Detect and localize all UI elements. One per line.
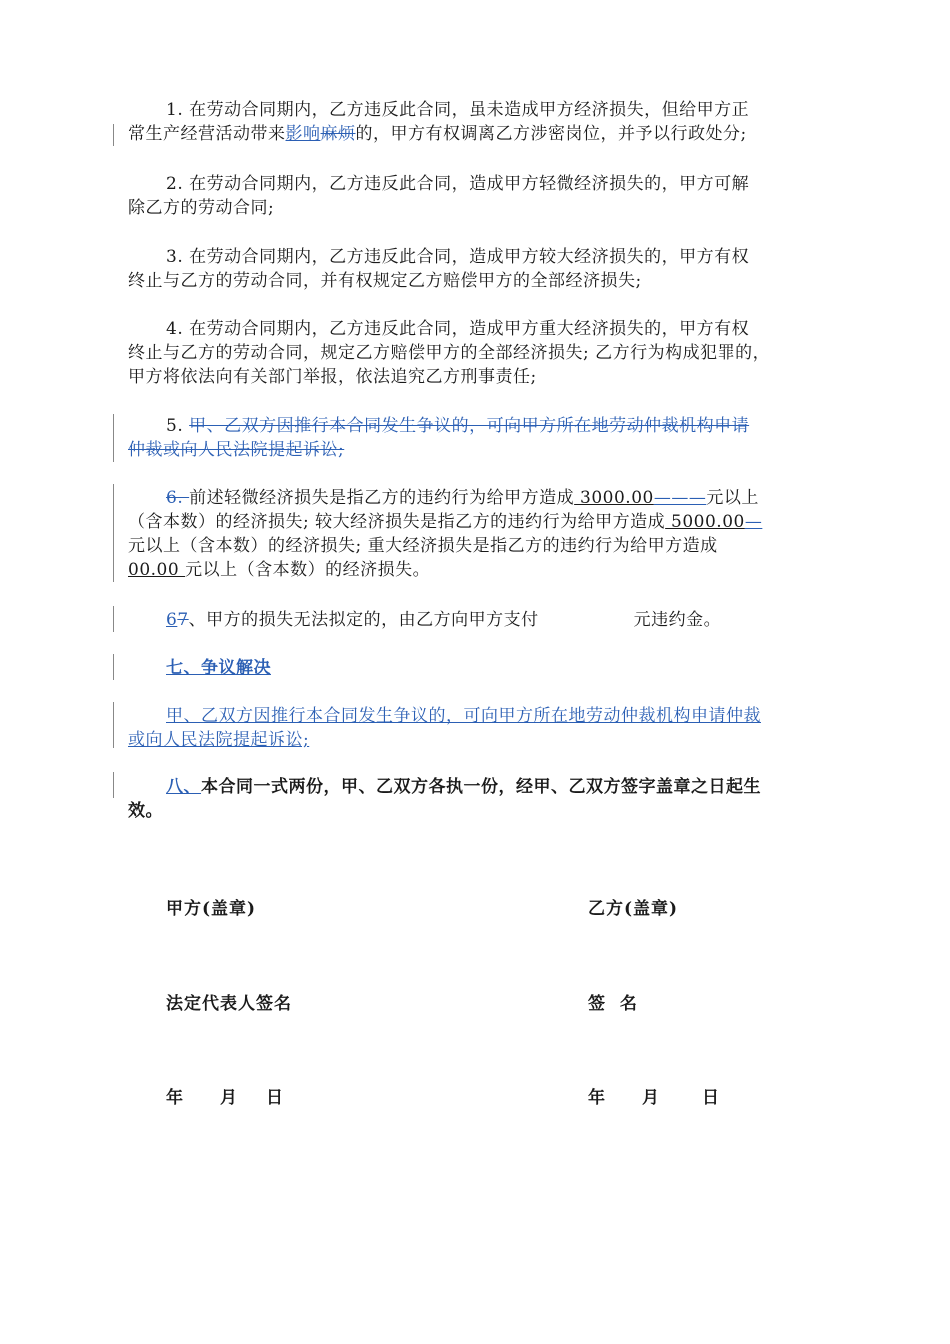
deleted-number: 7 (177, 610, 189, 630)
change-bar (113, 124, 114, 146)
section-7-line-2: 或向人民法院提起诉讼; (128, 730, 310, 750)
clause-2-line-1: 2. 在劳动合同期内，乙方违反此合同，造成甲方轻微经济损失的，甲方可解 (166, 174, 750, 194)
change-bar (113, 772, 114, 798)
inserted-number: 八、 (166, 777, 201, 797)
deleted-text: 仲裁或向人民法院提起诉讼; (128, 440, 345, 460)
deleted-text: 甲、乙双方因推行本合同发生争议的，可向甲方所在地劳动仲裁机构申请 (189, 416, 750, 436)
clause-3-line-1: 3. 在劳动合同期内，乙方违反此合同，造成甲方较大经济损失的，甲方有权 (166, 247, 750, 267)
inserted-underline: — (744, 512, 763, 532)
clause-3 (128, 245, 828, 293)
change-bar (113, 484, 114, 582)
year-label: 年 (166, 1088, 184, 1108)
clause-5-line-2 (128, 438, 828, 462)
day-label: 日 (266, 1088, 284, 1108)
change-bar (113, 702, 114, 748)
clause-6-text: 元以上（含本数）的经济损失。 (185, 560, 431, 580)
clause-1-text: 常生产经营活动带来 (128, 124, 286, 144)
amount-major: 5000.00 (665, 512, 745, 532)
clause-6 (128, 486, 828, 582)
party-a-seal-label: 甲方(盖章) (166, 899, 257, 919)
clause-5-line-1 (128, 414, 828, 438)
clause-6-line-2 (128, 510, 828, 534)
clause-2-line-2: 除乙方的劳动合同; (128, 198, 275, 218)
clause-4-line-1: 4. 在劳动合同期内，乙方违反此合同，造成甲方重大经济损失的，甲方有权 (166, 319, 750, 339)
clause-6-text: 前述轻微经济损失是指乙方的违约行为给甲方造成 (189, 488, 575, 508)
change-bar (113, 606, 114, 632)
year-label: 年 (588, 1088, 606, 1108)
clause-7-text: 元违约金。 (633, 610, 722, 630)
clause-6-text: 元以上 (706, 488, 759, 508)
clause-3-line-2: 终止与乙方的劳动合同，并有权规定乙方赔偿甲方的全部经济损失; (128, 271, 642, 291)
day-label: 日 (702, 1088, 720, 1108)
clause-7-line-1 (128, 608, 828, 632)
party-b-date (588, 1083, 720, 1108)
clause-5 (128, 414, 828, 462)
amount-severe: 00.00 (128, 560, 186, 580)
change-bar (113, 654, 114, 680)
month-label: 月 (642, 1088, 660, 1108)
clause-6-line-4 (128, 558, 828, 582)
inserted-underline: ——— (653, 488, 707, 508)
section-8-line-1 (128, 775, 828, 799)
clause-1-line-2 (128, 122, 828, 146)
amount-minor: 3000.00 (574, 488, 654, 508)
clause-6-line-1 (128, 486, 828, 510)
clause-7 (128, 608, 828, 632)
inserted-text: 影响 (285, 124, 321, 144)
section-7-body (128, 704, 828, 752)
inserted-number: 6 (166, 610, 178, 630)
clause-5-number: 5. (166, 416, 190, 436)
party-a-date (166, 1083, 284, 1108)
section-7-heading (128, 656, 828, 680)
clause-1 (128, 98, 828, 146)
clause-4-line-3: 甲方将依法向有关部门举报，依法追究乙方刑事责任; (128, 367, 537, 387)
deleted-text: 麻烦 (320, 124, 356, 144)
section-8 (128, 775, 828, 823)
section-8-text: 本合同一式两份，甲、乙双方各执一份，经甲、乙双方签字盖章之日起生 (201, 777, 761, 797)
clause-1-text: 的，甲方有权调离乙方涉密岗位，并予以行政处分; (355, 124, 747, 144)
clause-6-text: （含本数）的经济损失; 较大经济损失是指乙方的违约行为给甲方造成 (128, 512, 666, 532)
change-bar (113, 414, 114, 462)
section-7-line-1: 甲、乙双方因推行本合同发生争议的，可向甲方所在地劳动仲裁机构申请仲裁 (166, 706, 761, 726)
clause-1-line-1: 1. 在劳动合同期内，乙方违反此合同，虽未造成甲方经济损失，但给甲方正 (166, 100, 750, 120)
clause-2 (128, 172, 828, 220)
section-7-heading-text: 七、争议解决 (166, 658, 271, 678)
party-a-sign-label: 法定代表人签名 (166, 994, 292, 1014)
party-b-seal-label: 乙方(盖章) (588, 899, 679, 919)
deleted-number: 6. (166, 488, 190, 508)
section-8-line-2: 效。 (128, 801, 163, 821)
clause-6-line-3: 元以上（含本数）的经济损失; 重大经济损失是指乙方的违约行为给甲方造成 (128, 536, 718, 556)
month-label: 月 (220, 1088, 238, 1108)
party-b-sign-label: 签 名 (588, 994, 638, 1014)
clause-7-text: 、甲方的损失无法拟定的，由乙方向甲方支付 (188, 610, 539, 630)
clause-4 (128, 317, 828, 389)
clause-4-line-2: 终止与乙方的劳动合同，规定乙方赔偿甲方的全部经济损失; 乙方行为构成犯罪的， (128, 343, 771, 363)
